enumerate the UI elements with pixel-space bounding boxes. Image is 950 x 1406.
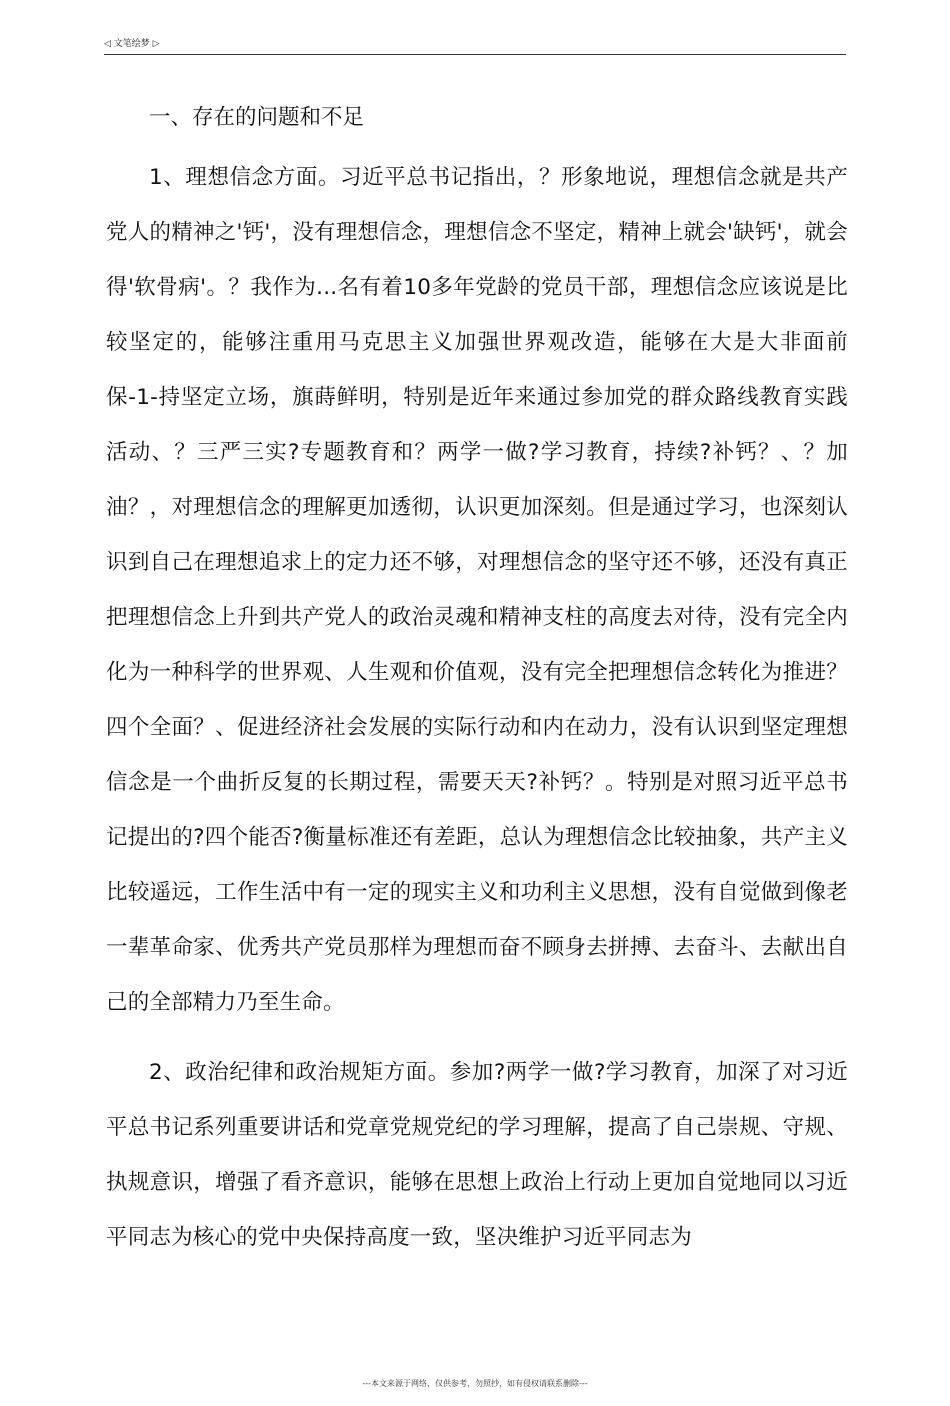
section-heading: 一、存在的问题和不足	[149, 105, 365, 130]
paragraph-ideals-beliefs: 1、理想信念方面。习近平总书记指出，？形象地说，理想信念就是共产党人的精神之'钙'，没有理想信念，理想信念不坚定，精神上就会'缺钙'，就会得'软骨病'。？我作为...名有着10多年党龄的党员干部，理想信念应该说是比较坚定的，能够注重用马克思主义加强世界观改造，能够在大是大非面前保-1-持坚定立场，旗蒔鲜明，特别是近年来通过参加党的群众路线教育实践活动、？三严三实?专题教育和？两学一做?学习教育，持续?补钙？、？加油？，对理想信念的理解更加透彻，认识更加深刻。但是通过学习，也深刻认识到自己在理想追求上的定力还不够，对理想信念的坚守还不够，还没有真正把理想信念上升到共产党人的政治灵魂和精神支柱的高度去对待，没有完全内化为一种科学的世界观、人生观和价值观，没有完全把理想信念转化为推进？四个全面？、促进经济社会发展的实际行动和内在动力，没有认识到坚定理想信念是一个曲折反复的长期过程，需要天天?补钙？。特别是对照习近平总书记提出的?四个能否?衡量标准还有差距，总认为理想信念比较抽象，共产主义比较遥远，工作生活中有一定的现实主义和功利主义思想，没有自觉做到像老一辈革命家、优秀共产党员那样为理想而奋不顾身去拼搏、去奋斗、去献出自己的全部精力乃至生命。	[106, 165, 848, 1015]
page-header	[104, 38, 846, 55]
paragraph-political-discipline: 2、政治纪律和政治规矩方面。参加?两学一做?学习教育，加深了对习近平总书记系列重要讲话和党章党规党纪的学习理解，提高了自己崇规、守规、执规意识，增强了看齐意识，能够在思想上政治上行动上更加自觉地同以习近平同志为核心的党中央保持高度一致，坚决维护习近平同志为	[106, 1060, 848, 1250]
document-body	[106, 96, 848, 1265]
header-logo-text: ◁ 文笔绘梦 ▷	[104, 39, 160, 49]
page-footer: ---本文来源于网络，仅供参考，勿照抄，如有侵权请联系删除---	[362, 1379, 588, 1388]
